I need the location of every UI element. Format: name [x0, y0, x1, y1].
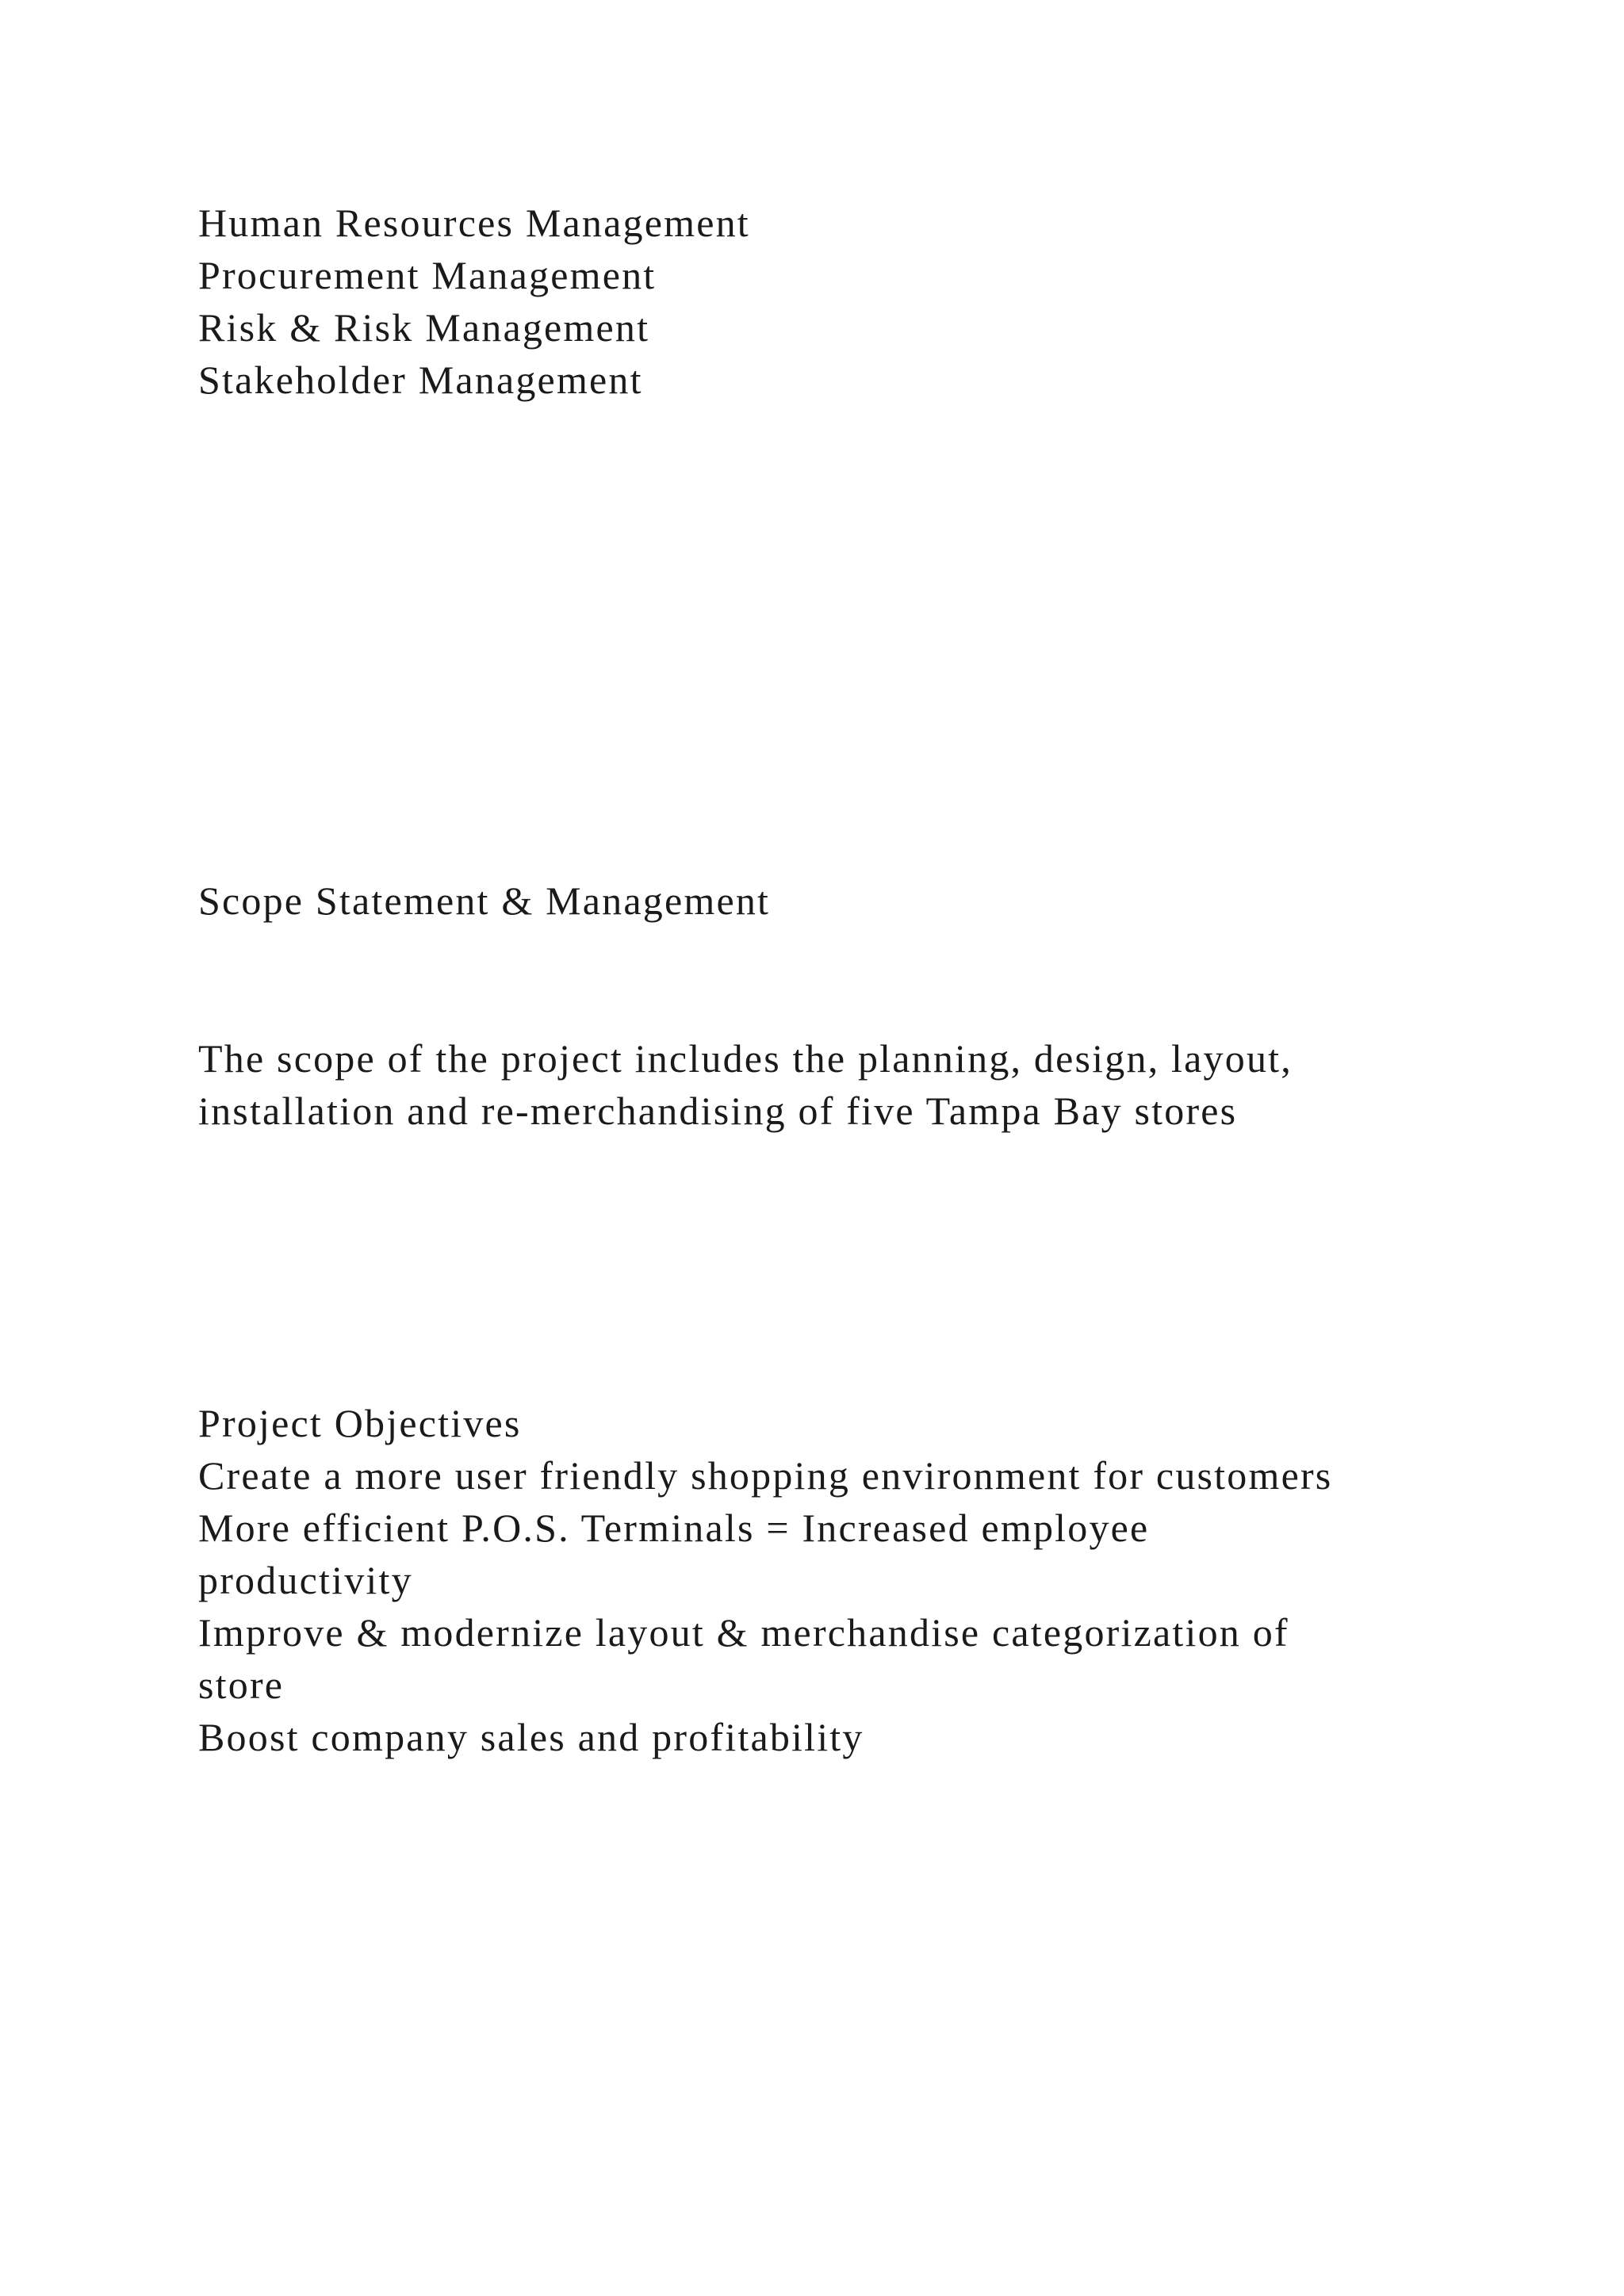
management-topics-list	[198, 197, 1499, 406]
objective-line: More efficient P.O.S. Terminals = Increased employee	[198, 1506, 1150, 1550]
objectives-heading: Project Objectives	[198, 1401, 522, 1445]
scope-section-heading-block	[198, 874, 1499, 927]
objective-line: store	[198, 1663, 285, 1707]
objective-line: Boost company sales and profitability	[198, 1715, 864, 1759]
objective-line: Improve & modernize layout & merchandise categorization of	[198, 1610, 1289, 1655]
scope-text-line: installation and re-merchandising of five Tampa Bay stores	[198, 1089, 1238, 1133]
objective-line: productivity	[198, 1558, 413, 1602]
scope-heading: Scope Statement & Management	[198, 878, 771, 923]
objectives-section	[198, 1397, 1499, 1763]
scope-text-line: The scope of the project includes the planning, design, layout,	[198, 1036, 1293, 1081]
topic-human-resources: Human Resources Management	[198, 201, 750, 245]
topic-risk: Risk & Risk Management	[198, 305, 650, 350]
topic-procurement: Procurement Management	[198, 253, 657, 297]
topic-stakeholder: Stakeholder Management	[198, 358, 643, 402]
objective-line: Create a more user friendly shopping environment for customers	[198, 1453, 1333, 1498]
scope-paragraph	[198, 1032, 1499, 1137]
